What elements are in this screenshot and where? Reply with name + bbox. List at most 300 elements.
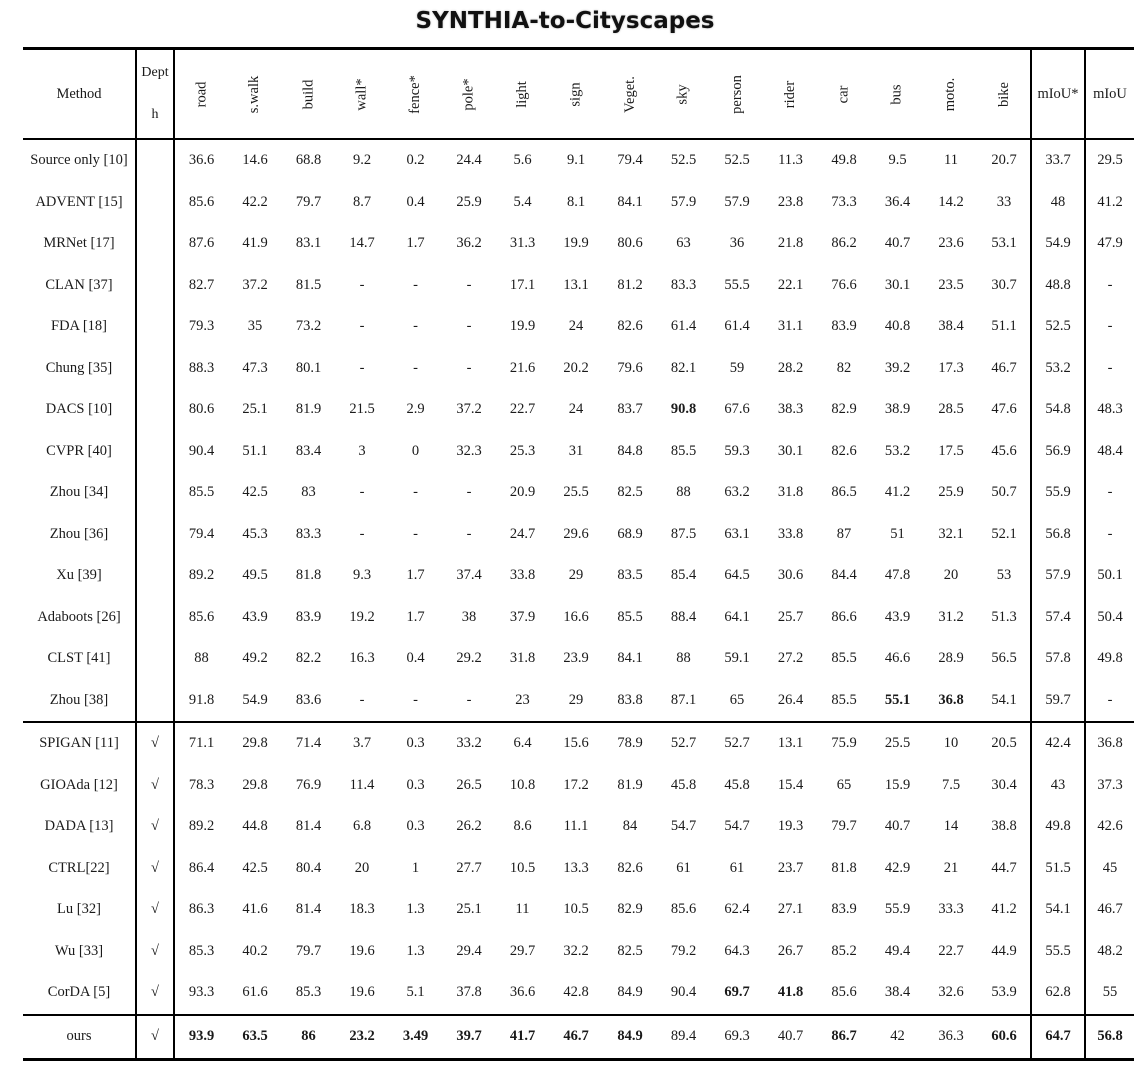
value-cell: 29.8	[242, 776, 268, 793]
value-cell: 79.4	[617, 152, 643, 169]
method-cell: Wu [33]	[23, 931, 136, 973]
value-cell: 5.6	[513, 152, 532, 169]
value-cell: 38	[461, 608, 477, 625]
value-cell: 41.2	[978, 889, 1031, 931]
value-cell: 30.1	[777, 442, 804, 459]
value-cell: 81.2	[617, 276, 643, 293]
value-cell: 23.7	[777, 859, 804, 876]
class-header-5	[442, 49, 496, 140]
value-cell: 55.1	[871, 680, 924, 723]
value-cell: 31.3	[509, 235, 536, 252]
value-cell: 19.9	[509, 318, 536, 335]
class-header-label: car	[835, 85, 852, 103]
value-cell: 30.1	[884, 276, 911, 293]
value-cell: 20.2	[563, 359, 589, 376]
depth-cell	[136, 348, 174, 390]
value-cell: 0	[411, 442, 420, 459]
value-cell: 0.4	[406, 193, 425, 210]
method-cell: CLAN [37]	[23, 265, 136, 307]
miou-star-cell: 55.5	[1031, 931, 1085, 973]
value-cell: 37.4	[456, 567, 482, 584]
value-cell: 79.7	[295, 193, 322, 210]
table-row	[23, 597, 1134, 639]
value-cell: 73.2	[295, 318, 322, 335]
value-cell: 40.8	[884, 318, 911, 335]
value-cell: 22.7	[938, 942, 964, 959]
value-cell: 89.2	[188, 567, 215, 584]
value-cell: 29.7	[509, 942, 536, 959]
depth-cell: √	[136, 806, 174, 848]
value-cell: 67.6	[724, 401, 750, 418]
value-cell: 81.9	[617, 776, 643, 793]
miou-star-cell: 54.9	[1031, 223, 1085, 265]
miou-star-cell: 52.5	[1031, 306, 1085, 348]
value-cell: 25.1	[456, 901, 482, 918]
miou-cell: 48.4	[1097, 442, 1123, 459]
class-header-0	[174, 49, 228, 140]
value-cell: 17.5	[938, 442, 964, 459]
value-cell: 61	[676, 859, 691, 876]
value-cell: 9.1	[566, 152, 586, 169]
value-cell: 38.4	[871, 972, 924, 1015]
depth-cell: √	[136, 848, 174, 890]
value-cell: 85.6	[817, 972, 871, 1015]
value-cell: 23.5	[938, 276, 964, 293]
miou-star-cell: 33.7	[1031, 139, 1085, 182]
value-cell: 45.8	[724, 776, 750, 793]
value-cell: 81.4	[295, 818, 322, 835]
value-cell: 68.8	[295, 152, 322, 169]
value-cell: 65	[836, 776, 852, 793]
value-cell: 68.9	[617, 525, 643, 542]
miou-cell: -	[1085, 680, 1134, 723]
value-cell: 25.5	[563, 484, 589, 501]
value-cell: 82.6	[617, 859, 643, 876]
value-cell: 1.7	[406, 608, 425, 625]
value-cell: 11.1	[563, 818, 589, 835]
value-cell: 85.5	[188, 484, 215, 501]
value-cell: 85.5	[617, 608, 643, 625]
value-cell: 83.4	[295, 442, 322, 459]
class-header-label: Veget.	[621, 75, 638, 113]
value-cell: 35	[247, 318, 263, 335]
value-cell: 83.9	[831, 318, 857, 335]
miou-cell: -	[1107, 359, 1113, 376]
value-cell: 61.6	[228, 972, 282, 1015]
value-cell: 42.2	[242, 193, 268, 210]
value-cell: 36	[729, 235, 745, 252]
miou-cell: 47.9	[1097, 235, 1123, 252]
value-cell: 82.5	[617, 484, 643, 501]
value-cell: 15.4	[777, 776, 804, 793]
value-cell: 54.1	[978, 680, 1031, 723]
value-cell: 11	[944, 152, 958, 169]
value-cell: 87	[836, 525, 852, 542]
value-cell: 0.4	[406, 650, 425, 667]
value-cell: 20.9	[509, 484, 536, 501]
value-cell: 25.3	[509, 442, 536, 459]
value-cell: 82.5	[617, 942, 643, 959]
miou-cell: 41.2	[1097, 193, 1123, 210]
value-cell: 41.6	[242, 901, 268, 918]
value-cell: 1	[411, 859, 420, 876]
miou-star-cell: 48	[1031, 182, 1085, 224]
table-row	[23, 931, 1134, 973]
class-header-label: sky	[675, 83, 691, 105]
value-cell: 85.6	[188, 608, 215, 625]
table-row	[23, 848, 1134, 890]
method-cell: DACS [10]	[23, 389, 136, 431]
miou-star-cell: 62.8	[1031, 972, 1085, 1015]
value-cell: 86.5	[831, 484, 857, 501]
value-cell: 52.5	[724, 152, 750, 169]
value-cell: 84.1	[617, 650, 643, 667]
value-cell: 52.7	[670, 735, 697, 752]
value-cell: 78.3	[188, 776, 215, 793]
value-cell: 33.2	[456, 735, 482, 752]
value-cell: 32.6	[924, 972, 978, 1015]
value-cell: 84.9	[603, 972, 657, 1015]
value-cell: 23	[496, 680, 549, 723]
method-cell: DADA [13]	[23, 806, 136, 848]
value-cell: 79.3	[188, 318, 215, 335]
value-cell: 29.6	[563, 525, 589, 542]
value-cell: 63.5	[242, 1028, 268, 1044]
value-cell: 89.2	[188, 818, 215, 835]
value-cell: 93.3	[174, 972, 228, 1015]
value-cell: 79.4	[188, 525, 215, 542]
value-cell: 1.3	[406, 942, 425, 959]
class-header-label: pole*	[460, 77, 477, 111]
value-cell: 38.4	[938, 318, 964, 335]
value-cell: 38.3	[777, 401, 804, 418]
table-row	[23, 182, 1134, 224]
value-cell: 40.7	[884, 235, 911, 252]
value-cell: 55.9	[884, 901, 911, 918]
value-cell: 9.2	[352, 152, 372, 169]
value-cell: 57.9	[670, 193, 697, 210]
value-cell: 88.3	[188, 359, 215, 376]
value-cell: 13.1	[563, 276, 589, 293]
class-header-11	[764, 49, 817, 140]
value-cell: 15.6	[563, 735, 589, 752]
value-cell: 85.5	[670, 442, 697, 459]
method-cell: SPIGAN [11]	[23, 722, 136, 765]
class-header-14	[924, 49, 978, 140]
value-cell: -	[466, 525, 472, 542]
value-cell: 69.7	[710, 972, 764, 1015]
depth-cell	[136, 638, 174, 680]
value-cell: 24	[568, 401, 584, 418]
value-cell: 49.8	[831, 152, 857, 169]
depth-cell	[136, 472, 174, 514]
miou-cell: -	[1107, 318, 1113, 335]
value-cell: 21.6	[509, 359, 536, 376]
value-cell: 0.3	[406, 776, 425, 793]
value-cell: 32.3	[456, 442, 482, 459]
value-cell: 23.9	[563, 650, 589, 667]
value-cell: 40.7	[777, 1028, 804, 1044]
value-cell: 46.7	[563, 1028, 589, 1044]
value-cell: 9.3	[352, 567, 372, 584]
value-cell: 73.3	[831, 193, 857, 210]
header-row	[23, 49, 1134, 140]
value-cell: 5.1	[389, 972, 442, 1015]
value-cell: 20.5	[978, 722, 1031, 765]
method-header: Method	[23, 49, 136, 140]
table-row	[23, 722, 1134, 765]
value-cell: -	[359, 318, 365, 335]
value-cell: -	[413, 276, 418, 293]
miou-cell: 48.3	[1097, 401, 1123, 418]
value-cell: 86.4	[188, 859, 215, 876]
value-cell: 44.7	[978, 848, 1031, 890]
value-cell: 85.2	[831, 942, 857, 959]
value-cell: 23.8	[777, 193, 804, 210]
value-cell: 14.6	[242, 152, 268, 169]
value-cell: 2.9	[406, 401, 425, 418]
value-cell: 84	[622, 818, 638, 835]
table-row	[23, 972, 1134, 1015]
method-cell: Source only [10]	[23, 139, 136, 182]
class-header-label: road	[192, 81, 209, 107]
miou-cell: 36.8	[1097, 735, 1123, 752]
value-cell: 79.7	[831, 818, 857, 835]
miou-cell: 50.4	[1097, 608, 1123, 625]
value-cell: 17.1	[509, 276, 536, 293]
value-cell: 88.4	[670, 608, 697, 625]
value-cell: 41.8	[764, 972, 817, 1015]
depth-cell	[136, 555, 174, 597]
value-cell: 8.7	[352, 193, 372, 210]
value-cell: 90.8	[670, 401, 697, 418]
value-cell: 82.9	[831, 401, 857, 418]
value-cell: 26.4	[764, 680, 817, 723]
value-cell: 76.6	[831, 276, 857, 293]
value-cell: 64.3	[724, 942, 750, 959]
value-cell: 83.1	[295, 235, 322, 252]
value-cell: 63.2	[724, 484, 750, 501]
value-cell: 76.9	[295, 776, 322, 793]
value-cell: 43.9	[242, 608, 268, 625]
value-cell: 62.4	[724, 901, 750, 918]
table-body	[23, 139, 1134, 1059]
method-cell: Zhou [36]	[23, 514, 136, 556]
value-cell: 32.1	[938, 525, 964, 542]
value-cell: 38.8	[978, 806, 1031, 848]
value-cell: 42.9	[884, 859, 911, 876]
miou-star-cell: 56.9	[1031, 431, 1085, 473]
miou-star-cell: 54.1	[1031, 889, 1085, 931]
miou-cell: 56.8	[1097, 1028, 1123, 1044]
class-header-label: fence*	[406, 74, 423, 114]
value-cell: 14.2	[938, 193, 964, 210]
value-cell: -	[466, 318, 472, 335]
class-header-15	[978, 49, 1031, 140]
value-cell: 26.2	[456, 818, 482, 835]
miou-cell: 45	[1102, 859, 1118, 876]
method-cell: FDA [18]	[23, 306, 136, 348]
value-cell: 46.6	[884, 650, 911, 667]
class-header-8	[603, 49, 657, 140]
table-row	[23, 265, 1134, 307]
value-cell: 49.5	[242, 567, 268, 584]
miou-cell: 49.8	[1097, 650, 1123, 667]
value-cell: 29.4	[456, 942, 482, 959]
value-cell: 47.3	[242, 359, 268, 376]
depth-cell	[136, 514, 174, 556]
value-cell: -	[413, 318, 418, 335]
method-cell: MRNet [17]	[23, 223, 136, 265]
depth-cell: √	[136, 722, 174, 765]
value-cell: 69.3	[724, 1028, 750, 1044]
value-cell: 5.4	[513, 193, 532, 210]
table-row-ours	[23, 1015, 1134, 1060]
value-cell: 22.1	[777, 276, 804, 293]
value-cell: 10.5	[563, 901, 589, 918]
value-cell: 85.5	[817, 680, 871, 723]
value-cell: 11	[515, 901, 530, 918]
value-cell: 46.7	[978, 348, 1031, 390]
miou-header: mIoU	[1085, 49, 1134, 140]
table-row	[23, 389, 1134, 431]
value-cell: 82.2	[295, 650, 322, 667]
value-cell: 57.9	[724, 193, 750, 210]
value-cell: -	[413, 525, 418, 542]
value-cell: 88	[194, 650, 209, 667]
depth-cell	[136, 306, 174, 348]
depth-cell: √	[136, 889, 174, 931]
value-cell: 80.4	[295, 859, 322, 876]
value-cell: 26.5	[456, 776, 482, 793]
value-cell: 18.3	[349, 901, 375, 918]
value-cell: 29	[568, 567, 584, 584]
value-cell: 36.6	[188, 152, 215, 169]
value-cell: 79.6	[617, 359, 643, 376]
value-cell: 27.1	[777, 901, 804, 918]
value-cell: 83.6	[282, 680, 335, 723]
miou-star-cell: 54.8	[1031, 389, 1085, 431]
table-row	[23, 680, 1134, 723]
table-row	[23, 306, 1134, 348]
value-cell: 28.9	[938, 650, 964, 667]
table-row	[23, 806, 1134, 848]
value-cell: 14.7	[349, 235, 375, 252]
depth-cell	[136, 389, 174, 431]
value-cell: 86.3	[188, 901, 215, 918]
value-cell: -	[359, 484, 365, 501]
method-cell: ADVENT [15]	[23, 182, 136, 224]
depth-cell	[136, 597, 174, 639]
value-cell: 54.9	[228, 680, 282, 723]
value-cell: -	[359, 276, 365, 293]
method-cell: CVPR [40]	[23, 431, 136, 473]
value-cell: -	[413, 359, 418, 376]
value-cell: 16.6	[563, 608, 589, 625]
value-cell: 28.5	[938, 401, 964, 418]
value-cell: 93.9	[188, 1028, 215, 1044]
value-cell: 45.6	[978, 431, 1031, 473]
value-cell: 45.8	[670, 776, 697, 793]
value-cell: 52.5	[670, 152, 697, 169]
class-header-7	[549, 49, 603, 140]
miou-star-cell: 57.4	[1031, 597, 1085, 639]
value-cell: 39.7	[456, 1028, 482, 1044]
value-cell: 8.6	[513, 818, 532, 835]
value-cell: 6.4	[513, 735, 532, 752]
value-cell: 7.5	[941, 776, 961, 793]
value-cell: 36.4	[884, 193, 911, 210]
miou-star-header: mIoU*	[1031, 49, 1085, 140]
value-cell: 25.5	[884, 735, 911, 752]
value-cell: 53.1	[978, 223, 1031, 265]
value-cell: 0.3	[406, 818, 425, 835]
value-cell: 71.1	[188, 735, 215, 752]
value-cell: 90.4	[657, 972, 710, 1015]
miou-star-cell: 51.5	[1031, 848, 1085, 890]
value-cell: 0.2	[406, 152, 425, 169]
value-cell: 50.7	[978, 472, 1031, 514]
value-cell: 19.6	[335, 972, 389, 1015]
value-cell: 85.4	[670, 567, 697, 584]
table-row	[23, 472, 1134, 514]
class-header-6	[496, 49, 549, 140]
value-cell: 13.1	[777, 735, 804, 752]
value-cell: 29.8	[242, 735, 268, 752]
value-cell: 37.2	[456, 401, 482, 418]
value-cell: 27.7	[456, 859, 482, 876]
value-cell: 83	[301, 484, 316, 501]
value-cell: 39.2	[884, 359, 911, 376]
value-cell: 10.5	[509, 859, 536, 876]
class-header-label: bus	[889, 83, 905, 105]
value-cell: 43.9	[884, 608, 911, 625]
value-cell: 86.7	[831, 1028, 857, 1044]
value-cell: 82.1	[670, 359, 697, 376]
class-header-3	[335, 49, 389, 140]
value-cell: 44.9	[978, 931, 1031, 973]
miou-star-cell: 48.8	[1031, 265, 1085, 307]
miou-star-cell: 57.9	[1031, 555, 1085, 597]
depth-cell: √	[136, 972, 174, 1015]
value-cell: 37.9	[509, 608, 536, 625]
value-cell: 24.7	[509, 525, 536, 542]
class-header-12	[817, 49, 871, 140]
class-header-13	[871, 49, 924, 140]
value-cell: 85.3	[188, 942, 215, 959]
value-cell: 30.7	[978, 265, 1031, 307]
method-cell: GIOAda [12]	[23, 765, 136, 807]
value-cell: 80.1	[295, 359, 322, 376]
value-cell: -	[466, 276, 472, 293]
value-cell: 23.6	[938, 235, 964, 252]
miou-star-cell: 53.2	[1031, 348, 1085, 390]
value-cell: 36.6	[496, 972, 549, 1015]
value-cell: 30.6	[777, 567, 804, 584]
method-cell: ours	[23, 1015, 136, 1060]
miou-star-cell: 59.7	[1031, 680, 1085, 723]
value-cell: 83.8	[603, 680, 657, 723]
value-cell: 79.2	[670, 942, 697, 959]
value-cell: 15.9	[884, 776, 911, 793]
miou-cell: -	[1107, 525, 1113, 542]
value-cell: -	[359, 525, 365, 542]
miou-star-cell: 49.8	[1031, 806, 1085, 848]
value-cell: 61	[729, 859, 745, 876]
value-cell: 1.7	[406, 567, 425, 584]
value-cell: 11.3	[778, 152, 803, 169]
value-cell: -	[335, 680, 389, 723]
